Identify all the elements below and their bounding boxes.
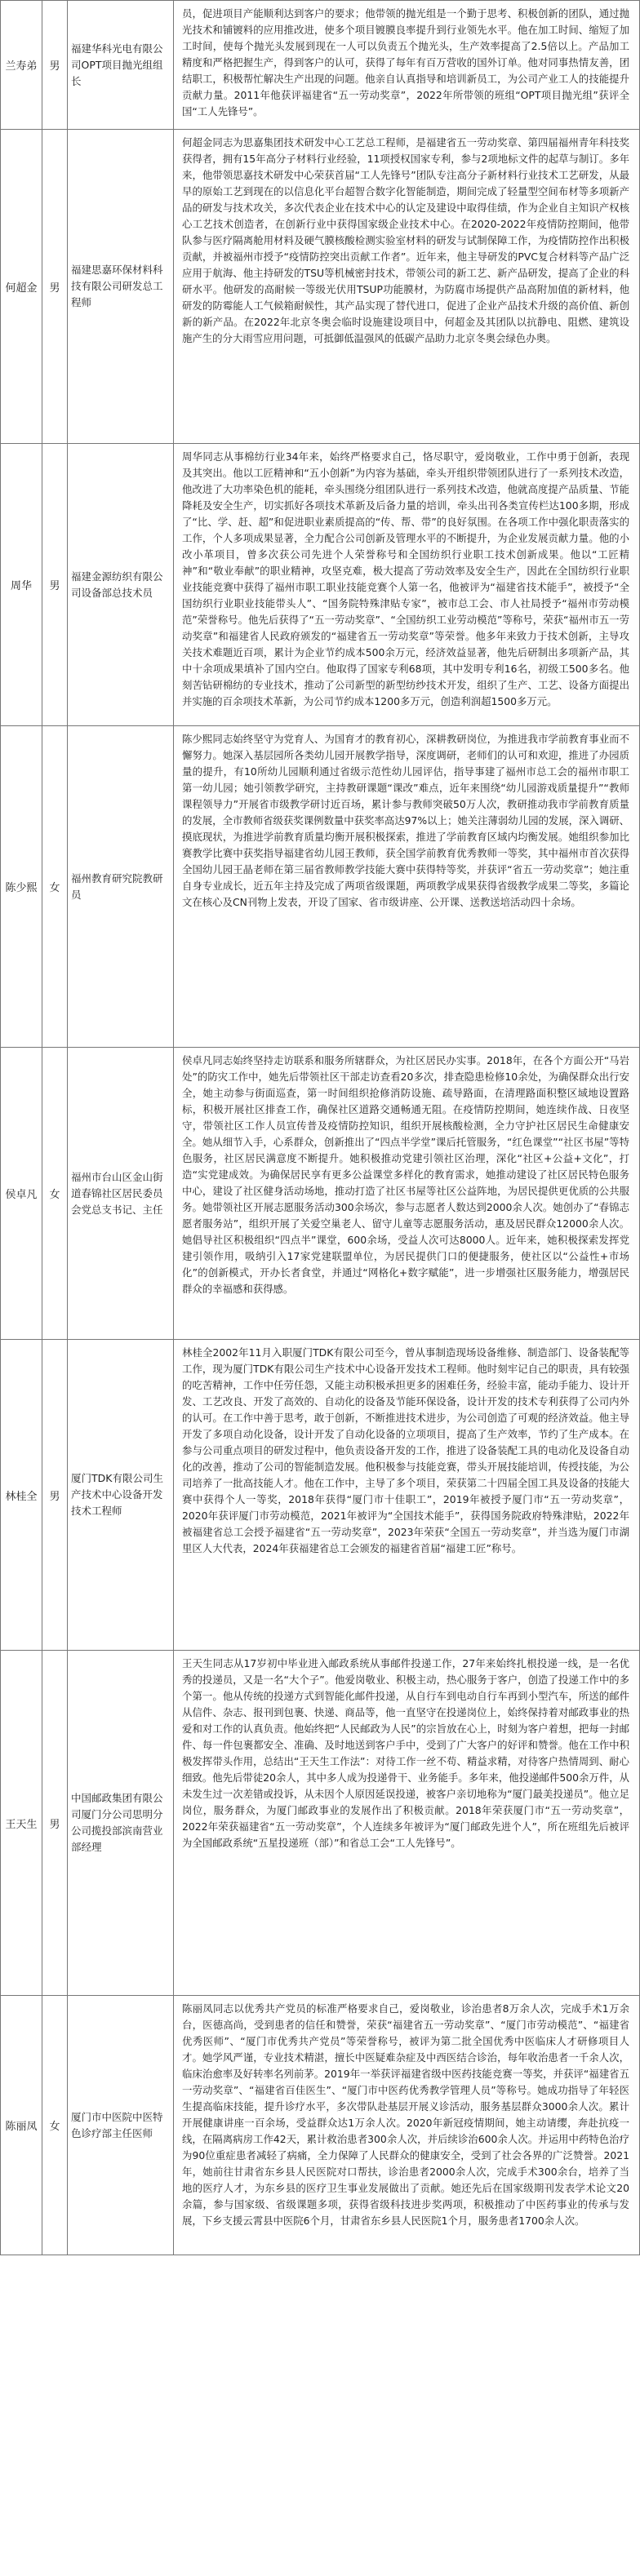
- deeds-text: 何超金同志为思嘉集团技术研发中心工艺总工程师，是福建省五一劳动奖章、第四届福州青年科技奖获得者，拥有15年高分子材料行业经验，11项授权国家专利，参与2项地标文件的起草与制订。多年来，他带领思嘉技术研发中心荣获首届“工人先锋号”团队专注高分子新材料行业技术工艺研发，从最早的原始工艺到现在的以信息化平台超智合数字化智能制造，期间完成了轻量型空间布材等多项新产品的研发与技术攻关，多次代表企业在技术中心的认定及建设中取得佳绩，作为企业自主知识产权核心工艺技术创造者，在创新行业中获得国家级企业技术中心。在2020-2022年疫情防控期间，他带队参与医疗隔离舱用材料及硬气膜核酸检测实验室材料的研发与试制保障工作，为疫情防控作出积极贡献，并被福州市授予“疫情防控突出贡献工作者”。近年来，他主导研发的PVC复合材料等产品广泛应用于航海、他主持研发的TSU等机械密封技术，带领公司的新工艺、新产品研发，提高了企业的科研水平。他研发的高耐候一等级光伏用TSUP功能膜材，为防腐市场提供产品高附加值的新材料，他研发的防霉能人工气候箱耐候性，其产品实现了替代进口，促进了企业产品技术升级的高价值、新创新的新产品。在2022年北京冬奥会临时设施建设项目中，何超金及其团队以抗静电、阻燃、建筑设施产生的分大雨雪应用问题，可抵御低温强风的低碳产品助力北京冬奥会绿色办奥。: [182, 136, 629, 344]
- unit-cell: 福州教育研究院教研员: [68, 726, 174, 1048]
- deeds-cell: [174, 444, 640, 726]
- unit-cell: 厦门TDK有限公司生产技术中心设备开发技术工程师: [68, 1340, 174, 1651]
- table-row: [1, 444, 640, 726]
- sex-cell: 男: [42, 444, 68, 726]
- deeds-cell: [174, 1651, 640, 1996]
- name-cell: 兰寿弟: [1, 1, 42, 130]
- deeds-cell: [174, 1340, 640, 1651]
- deeds-cell: [174, 1996, 640, 2255]
- unit-cell: 福建思嘉环保材料科技有限公司研发总工程师: [68, 130, 174, 444]
- deeds-text: 林桂全2002年11月入职厦门TDK有限公司至今，曾从事制造现场设备维修、制造部门、设备装配等工作，现为厦门TDK有限公司生产技术中心设备开发技术工程师。他时刻牢记自己的职责，具有较强的吃苦精神，工作中任劳任怨，又能主动积极承担更多的困难任务，经验丰富，能动手能力、设计开发、工艺改良、开发了高效的、自动化的设备及节能环保设备，设计开发的技术专利获得了公司内外的认可。在工作中善于思考，敢于创新，不断推进技术进步，为公司创造了可观的经济效益。他主导开发了多项自动化设备，设计开发了自动化设备的立项项目，提高了生产效率，节约了生产成本。在参与公司重点项目的研发过程中，他负责设备开发的工作，推进了设备装配工具的电动化及设备自动化的改善，推动了公司的智能制造发展。他积极参与技能竞赛，带头开展技能培训，传授技能，为公司培养了一批高技能人才。他在工作中，主导了多个项目，荣获第二十四届全国工具及设备的技能大赛中获得个人一等奖，2018年获得“厦门市十佳职工”，2019年被授予厦门市“五一劳动奖章”，2020年获评厦门市劳动模范，2021年被评为“全国技术能手”，获得国务院政府特殊津贴，2022年被福建省总工会授予福建省“五一劳动奖章”，2023年荣获“全国五一劳动奖章”，并当选为厦门市湖里区人大代表，2024年获福建省总工会颁发的福建省首届“福建工匠”称号。: [182, 1346, 629, 1554]
- sex-cell: 男: [42, 1, 68, 130]
- deeds-text: 陈丽凤同志以优秀共产党员的标准严格要求自己，爱岗敬业，诊治患者8万余人次，完成手术1万余台，医德高尚，受到患者的信任和赞誉，荣获“福建省五一劳动奖章”、“厦门市劳动模范”、“福建省优秀医师”、“厦门市优秀共产党员”等荣誉称号，被评为第二批全国优秀中医临床人才研修项目人才。她学风严谨，专业技术精湛，擅长中医疑难杂症及中西医结合诊治，每年收治患者一千余人次，临床治愈率及好转率名列前茅。2019年一举获评福建省级中医药技能竞赛一等奖，并获评“福建省五一劳动奖章”、“福建省百佳医生”、“厦门市中医药优秀教学管理人员”等称号。她成功指导了年轻医生提高临床技能，提升诊疗水平，多次带队赴基层开展义诊活动，服务基层群众3000余人次。累计开展健康讲座一百余场，受益群众达1万余人次。2020年新冠疫情期间，她主动请缨，奔赴抗疫一线，在隔离病房工作42天，累计救治患者300余人次，并后续诊治600余人次。并运用中药特色治疗为90位重症患者减轻了病痛，全力保障了人民群众的健康安全，受到了社会各界的广泛赞誉。2021年，她前往甘肃省东乡县人民医院对口帮扶，诊治患者2000余人次，完成手术300余台，培养了当地的医疗人才，为东乡县的医疗卫生事业发展做出了贡献。她还先后在国家级期刊发表学术论文20余篇，参与国家级、省级课题多项，获得省级科技进步奖两项，积极推动了中医药事业的传承与发展，下乡支援云霄县中医院6个月，甘肃省东乡县人民医院1个月，服务患者1700余人次。: [182, 2002, 629, 2227]
- deeds-text: 王天生同志从17岁初中毕业进入邮政系统从事邮件投递工作，27年来始终扎根投递一线，是一名优秀的投递员，又是一名“大个子”。他爱岗敬业、积极主动，热心服务于客户，创造了投递工作中的多个第一。他从传统的投递方式到智能化邮件投递，从自行车到电动自行车再到小型汽车，所送的邮件从信件、杂志、报刊到包裹、快递、商品等，他一直坚守在投递岗位上，始终保持着对邮政事业的热爱和对工作的认真负责。他始终把“人民邮政为人民”的宗旨放在心上，时刻为客户着想，把每一封邮件、每一件包裹都安全、准确、及时地送到客户手中，受到了广大客户的好评和赞誉。他在工作中积极发挥带头作用，总结出“王天生工作法”：对待工作一丝不苟、精益求精，对待客户热情周到、耐心细致。他先后带徒20余人，其中多人成为投递骨干、业务能手。多年来，他投递邮件500余万件，从未发生过一次差错或投诉，从未因个人原因延误投递，被客户亲切地称为“厦门最美投递员”。他立足岗位，服务群众，为厦门邮政事业的发展作出了积极贡献。2018年荣获厦门市“五一劳动奖章”，2022年荣获福建省“五一劳动奖章”，个人连续多年被评为“厦门邮政先进个人”，所在班组先后被评为全国邮政系统“五星投递班（部）”和省总工会“工人先锋号”。: [182, 1657, 629, 1849]
- deeds-cell: [174, 1048, 640, 1340]
- sex-cell: 男: [42, 1340, 68, 1651]
- sex-cell: 女: [42, 1996, 68, 2255]
- name-cell: 陈丽凤: [1, 1996, 42, 2255]
- deeds-text: 陈少熙同志始终坚守为党育人、为国育才的教育初心，深耕教研岗位，为推进我市学前教育事业而不懈努力。她深入基层园所各类幼儿园开展教学指导，深度调研，老师们的认可和欢迎，推进了办园质量的提升，有10所幼儿园顺利通过省级示范性幼儿园评估，指导事建了福州市总工会的福州市职工第一幼儿园；她引领教学研究，主持教研课题“课改”难点，近年来围绕“幼儿园游戏质量提升”“教师课程领导力”开展省市级教学研讨近百场，累计参与教师突破50万人次，教研推动我市学前教育质量的发展，全市教师省级获奖课例数量中获奖率高达97%以上；她关注薄弱幼儿园的发展，深入调研、摸底现状，为推进学前教育质量均衡开展积极探索，推进了学前教育区域内均衡发展。她组织参加比赛教学比赛中获奖指导福建省幼儿园王教师，获全国学前教育优秀教师一等奖，其中福州市首次获得全国幼儿园王晶老师在第三届省教师教学技能大赛中获得特等奖，并获评“省五一劳动奖章”；她注重自身专业成长，近五年主持及完成了两项省级课题，两项教学成果获得省级教学成果二等奖，多篇论文在核心及CN刊物上发表，开设了国家、省市级讲座、公开课、送教送培活动四十余场。: [182, 733, 629, 908]
- deeds-text: 周华同志从事棉纺行业34年来，始终严格要求自己，恪尽职守，爱岗敬业，工作中勇于创新，表现及其突出。他以工匠精神和“五小创新”为内容为基础，牵头开组织带领团队进行了一系列技术改造，他改进了大功率染色机的能耗，牵头围绕分组团队进行一系列技术改造，他就高度提产品质量、节能降耗及安全生产，切实抓好各项技术革新及后备力量的培训，牵头出刊各类宣传栏达100多期，形成了“比、学、赶、超”和促进职业素质提高的“传、帮、带”的良好氛围。在各项工作中强化职责落实的工作，个人多项成果显著，全力配合公司创新及管理水平的不断提升，为企业发展贡献力量。他的小改小革项目，曾多次获公司先进个人荣誉称号和全国纺织行业职工技术创新成果。他以“工匠精神”和“敬业奉献”的职业精神，攻坚克难，极大提高了劳动效率及安全生产，因此在全国纺织行业职业技能竞赛中获得了福州市职工职业技能竞赛个人第一名，他被评为“福建省技术能手”，被授予“全国纺织行业职业技能带头人”、“国务院特殊津贴专家”，被市总工会、市人社局授予“福州市劳动模范”荣誉称号。他先后获得了“五一劳动奖章”、“全国纺织工业劳动模范”等称号，荣获“福州市五一劳动奖章”和福建省人民政府颁发的“福建省五一劳动奖章”等荣誉。他多年来致力于技术创新，主导攻关技术难题近百项，累计为企业节约成本500余万元，经济效益显著，他先后研制出多项新产品，其中十余项成果填补了国内空白。他取得了国家专利68项，其中发明专利16名，初级工500多名。他刻苦钻研棉纺的专业技术，推动了公司新型的新型纺纱技术开发，组织了生产、工艺、设备方面提出并实施的百余项技术革新，为公司节约成本1200多万元，创造利润超1500多万元。: [182, 450, 629, 707]
- name-cell: 陈少熙: [1, 726, 42, 1048]
- unit-cell: 福州市台山区金山街道春锦社区居民委员会党总支书记、主任: [68, 1048, 174, 1340]
- deeds-text: 侯卓凡同志始终坚持走访联系和服务所辖群众，为社区居民办实事。2018年，在各个方面公开“马岩处”的防灾工作中，她先后带领社区干部走访查看20多次，排查隐患检修10余处，为确保群众出行安全，她主动参与街面巡查，第一时间组织抢修消防设施、疏导路面，在清理路面积整区域地设置路标，积极开展社区排查工作，确保社区道路交通畅通无阻。在疫情防控期间，她连续作战、日夜坚守，带领社区工作人员宣传普及疫情防控知识，组织开展核酸检测，全力守护社区居民生命健康安全。她从细节入手，心系群众，创新推出了“四点半学堂”课后托管服务，“红色课堂”“社区书屋”等特色服务，社区居民满意度不断提升。她积极推动党建引领社区治理，深化“社区+公益+文化”，打造“实党建成效。为确保居民享有更多公益课堂多样化的教育需求，她推动建设了社区居民特色服务中心，建设了社区健身活动场地，推动打造了社区书屋等社区公益阵地，为居民提供更优质的公共服务。她带领社区开展志愿服务活动300余场次，参与志愿者人数达到2000余人次。她创办了“春锦志愿者服务站”，组织开展了关爱空巢老人、留守儿童等志愿服务活动，惠及居民群众12000余人次。她倡导社区积极组织“四点半”课堂，600余场，受益人次可达8000人。近年来，她积极探索发挥党建引领作用，吸纳引入17家党建联盟单位，为居民提供门口的便捷服务，使社区以“公益性+市场化”的创新模式，开办长者食堂，并通过“网格化+数字赋能”，进一步增强社区服务能力，增强居民群众的幸福感和获得感。: [182, 1054, 629, 1295]
- name-cell: 周华: [1, 444, 42, 726]
- deeds-cell: [174, 726, 640, 1048]
- name-cell: 王天生: [1, 1651, 42, 1996]
- sex-cell: 女: [42, 1048, 68, 1340]
- name-cell: 林桂全: [1, 1340, 42, 1651]
- unit-cell: 中国邮政集团有限公司厦门分公司思明分公司揽投部滨南营业部经理: [68, 1651, 174, 1996]
- sex-cell: 女: [42, 726, 68, 1048]
- deeds-text: 员，促进项目产能顺利达到客户的要求；他带领的抛光组是一个勤于思考、积极创新的团队，通过抛光技术和铺镀料的应用推改进，使多个项目镀膜良率提升到行业领先水平。他在加工时间、缩短了加工时间，使每个抛光头发展到现在一人可以负责五个抛光头，生产效率提高了2.5倍以上。产品加工精度和严格把握生产，得到客户的认可，获得了每年有百万营收的国外订单。他对同事热情友善，团结职工，积极帮忙解决生产出现的问题。他亲自认真指导和培训新员工，为公司产业工人的技能提升贡献力量。2011年他获评福建省“五一劳动奖章”，2022年所带领的班组“OPT项目抛光组”获评全国“工人先锋号”。: [182, 7, 629, 117]
- unit-cell: 厦门市中医院中医特色诊疗部主任医师: [68, 1996, 174, 2255]
- unit-cell: 福建华科光电有限公司OPT项目抛光组组长: [68, 1, 174, 130]
- deeds-cell: [174, 1, 640, 130]
- table-row: [1, 726, 640, 1048]
- table-row: [1, 1996, 640, 2255]
- sex-cell: 男: [42, 130, 68, 444]
- table-row: [1, 1048, 640, 1340]
- name-cell: 侯卓凡: [1, 1048, 42, 1340]
- table-row: [1, 1651, 640, 1996]
- sex-cell: 男: [42, 1651, 68, 1996]
- deeds-cell: [174, 130, 640, 444]
- name-cell: 何超金: [1, 130, 42, 444]
- table-row: [1, 1340, 640, 1651]
- table-row: [1, 1, 640, 130]
- table-row: [1, 130, 640, 444]
- unit-cell: 福建金源纺织有限公司设备部总技术员: [68, 444, 174, 726]
